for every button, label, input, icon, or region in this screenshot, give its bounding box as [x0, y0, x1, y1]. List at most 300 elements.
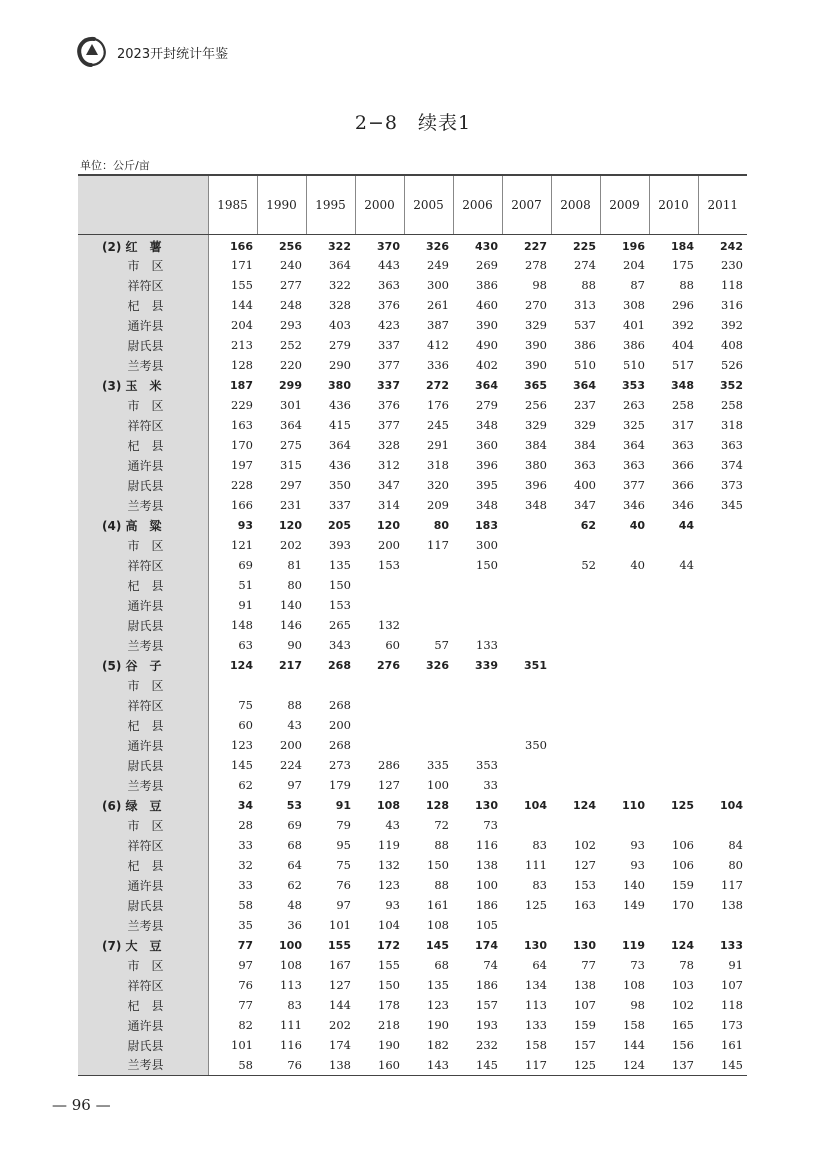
category-row — [78, 375, 747, 395]
yield-cell: 225 — [573, 240, 596, 253]
district-name: 尉氏县 — [78, 895, 208, 915]
yield-cell: 93 — [630, 838, 645, 852]
district-row — [78, 435, 747, 455]
yield-cell: 98 — [630, 998, 645, 1012]
yield-cell: 293 — [280, 318, 302, 332]
yield-cell: 123 — [378, 878, 400, 892]
yield-cell: 68 — [434, 958, 449, 972]
yield-cell — [453, 595, 502, 615]
yield-cell — [404, 715, 453, 735]
yield-cell — [698, 715, 747, 735]
yield-cell: 363 — [378, 278, 400, 292]
yield-cell: 58 — [238, 898, 253, 912]
yield-cell: 335 — [427, 758, 449, 772]
yield-cell — [698, 615, 747, 635]
district-name: 市 区 — [78, 815, 208, 835]
yield-cell: 43 — [385, 818, 400, 832]
yield-cell: 140 — [623, 878, 645, 892]
yield-cell — [404, 615, 453, 635]
yield-cell: 376 — [378, 398, 400, 412]
yield-cell: 328 — [329, 298, 351, 312]
yield-cell: 118 — [721, 998, 743, 1012]
yield-cell: 329 — [525, 418, 547, 432]
yield-cell — [698, 635, 747, 655]
crop-name: (7) 大 豆 — [78, 935, 208, 955]
yield-cell: 263 — [623, 398, 645, 412]
yield-cell: 301 — [280, 398, 302, 412]
district-row — [78, 475, 747, 495]
yield-cell: 364 — [573, 378, 596, 392]
yield-cell: 393 — [329, 538, 351, 552]
year-header: 1995 — [306, 175, 355, 235]
yield-cell: 343 — [329, 638, 351, 652]
district-name: 通许县 — [78, 875, 208, 895]
district-row — [78, 895, 747, 915]
year-header: 2006 — [453, 175, 502, 235]
year-header: 2000 — [355, 175, 404, 235]
yield-cell: 232 — [476, 1038, 498, 1052]
yield-cell: 200 — [280, 738, 302, 752]
yield-cell — [600, 615, 649, 635]
header-stub — [78, 175, 208, 235]
district-row — [78, 715, 747, 735]
yield-cell: 124 — [573, 798, 596, 812]
yield-cell: 350 — [329, 478, 351, 492]
yield-cell: 133 — [476, 638, 498, 652]
district-name: 祥符区 — [78, 975, 208, 995]
yield-cell: 44 — [679, 558, 694, 572]
yield-cell — [355, 595, 404, 615]
district-row — [78, 955, 747, 975]
yield-cell: 150 — [476, 558, 498, 572]
yield-cell: 347 — [378, 478, 400, 492]
yield-cell: 155 — [378, 958, 400, 972]
yield-cell: 380 — [525, 458, 547, 472]
district-name: 杞 县 — [78, 575, 208, 595]
yield-cell: 75 — [336, 858, 351, 872]
category-row — [78, 655, 747, 675]
district-name: 市 区 — [78, 955, 208, 975]
yield-cell — [600, 915, 649, 935]
yield-cell — [355, 575, 404, 595]
yield-cell: 64 — [532, 958, 547, 972]
yield-cell — [208, 675, 257, 695]
yield-cell: 392 — [721, 318, 743, 332]
yield-cell — [502, 915, 551, 935]
crop-name: (3) 玉 米 — [78, 375, 208, 395]
yield-cell: 275 — [280, 438, 302, 452]
yield-cell: 517 — [672, 358, 694, 372]
yield-cell: 376 — [378, 298, 400, 312]
yield-cell: 108 — [427, 918, 449, 932]
yield-cell — [502, 635, 551, 655]
yield-cell: 300 — [427, 278, 449, 292]
yield-cell: 190 — [378, 1038, 400, 1052]
yield-cell: 351 — [524, 658, 547, 672]
district-name: 通许县 — [78, 1015, 208, 1035]
yield-cell: 274 — [574, 258, 596, 272]
yield-cell: 178 — [378, 998, 400, 1012]
yield-cell: 101 — [231, 1038, 253, 1052]
yield-cell: 35 — [238, 918, 253, 932]
yield-cell — [306, 675, 355, 695]
yield-cell: 63 — [238, 638, 253, 652]
yield-cell: 44 — [678, 518, 694, 532]
yield-cell: 279 — [476, 398, 498, 412]
district-name: 市 区 — [78, 255, 208, 275]
yield-cell: 32 — [238, 858, 253, 872]
yield-cell — [600, 775, 649, 795]
yield-cell: 443 — [378, 258, 400, 272]
page-number: — 96 — — [52, 1096, 111, 1114]
yield-cell: 186 — [476, 978, 498, 992]
yield-cell: 403 — [329, 318, 351, 332]
crop-name: (5) 谷 子 — [78, 655, 208, 675]
yield-cell: 79 — [336, 818, 351, 832]
yield-cell: 229 — [231, 398, 253, 412]
yield-cell: 290 — [329, 358, 351, 372]
yield-cell — [649, 595, 698, 615]
yield-cell: 204 — [231, 318, 253, 332]
yield-cell: 366 — [672, 458, 694, 472]
yield-cell — [404, 575, 453, 595]
yield-cell: 209 — [427, 498, 449, 512]
year-header: 2009 — [600, 175, 649, 235]
yield-cell: 242 — [720, 240, 743, 253]
yield-cell: 88 — [287, 698, 302, 712]
yield-cell — [404, 735, 453, 755]
district-name: 兰考县 — [78, 355, 208, 375]
yield-cell — [698, 775, 747, 795]
yield-cell: 423 — [378, 318, 400, 332]
yield-cell — [698, 555, 747, 575]
yield-cell: 268 — [329, 698, 351, 712]
yield-cell: 348 — [671, 378, 694, 392]
yield-cell: 82 — [238, 1018, 253, 1032]
yield-cell — [355, 695, 404, 715]
yield-cell: 97 — [287, 778, 302, 792]
yield-cell — [502, 515, 551, 535]
yield-cell: 77 — [581, 958, 596, 972]
yield-cell: 95 — [336, 838, 351, 852]
yield-cell: 326 — [426, 658, 449, 672]
yield-cell: 269 — [476, 258, 498, 272]
yield-cell: 119 — [622, 938, 645, 952]
yield-cell: 490 — [476, 338, 498, 352]
yield-cell: 174 — [475, 938, 498, 952]
yield-cell: 436 — [329, 458, 351, 472]
yield-cell — [453, 715, 502, 735]
yield-cell: 107 — [721, 978, 743, 992]
kaifeng-statistics-logo-icon — [75, 35, 109, 69]
yield-cell: 88 — [679, 278, 694, 292]
yield-cell: 258 — [672, 398, 694, 412]
district-row — [78, 815, 747, 835]
yield-cell: 347 — [574, 498, 596, 512]
yield-cell: 252 — [280, 338, 302, 352]
yield-cell: 322 — [329, 278, 351, 292]
yield-cell — [649, 615, 698, 635]
yield-cell: 62 — [580, 518, 596, 532]
yield-cell: 348 — [476, 498, 498, 512]
yield-cell: 132 — [378, 618, 400, 632]
yield-cell: 103 — [672, 978, 694, 992]
yield-cell: 111 — [280, 1018, 302, 1032]
yield-cell: 102 — [672, 998, 694, 1012]
yield-cell — [453, 675, 502, 695]
district-row — [78, 1035, 747, 1055]
yield-cell: 150 — [427, 858, 449, 872]
yield-cell — [698, 815, 747, 835]
yield-cell: 158 — [525, 1038, 547, 1052]
yield-cell: 125 — [525, 898, 547, 912]
yield-cell: 200 — [329, 718, 351, 732]
yield-cell: 161 — [721, 1038, 743, 1052]
yield-cell: 217 — [279, 658, 302, 672]
yield-cell: 135 — [329, 558, 351, 572]
district-name: 兰考县 — [78, 635, 208, 655]
yield-cell: 87 — [630, 278, 645, 292]
yield-cell: 386 — [623, 338, 645, 352]
yield-cell — [649, 915, 698, 935]
yield-cell: 240 — [280, 258, 302, 272]
yield-cell: 308 — [623, 298, 645, 312]
yield-cell: 166 — [231, 498, 253, 512]
yield-cell: 396 — [476, 458, 498, 472]
yield-cell — [649, 535, 698, 555]
yield-cell: 108 — [623, 978, 645, 992]
yield-cell: 256 — [279, 240, 302, 253]
yield-cell: 100 — [279, 938, 302, 952]
yield-cell: 322 — [328, 240, 351, 253]
yield-cell: 40 — [629, 518, 645, 532]
yield-cell: 360 — [476, 438, 498, 452]
yield-cell: 157 — [574, 1038, 596, 1052]
yield-cell: 133 — [720, 938, 743, 952]
table-title: 2−8 续表1 — [354, 112, 472, 134]
yield-cell: 363 — [623, 458, 645, 472]
yield-cell — [551, 915, 600, 935]
yield-cell — [649, 675, 698, 695]
yield-cell: 123 — [427, 998, 449, 1012]
yield-cell — [600, 655, 649, 675]
yield-cell: 130 — [475, 798, 498, 812]
yield-cell: 74 — [483, 958, 498, 972]
yield-cell: 174 — [329, 1038, 351, 1052]
district-name: 尉氏县 — [78, 615, 208, 635]
yield-cell: 510 — [574, 358, 596, 372]
yield-cell: 76 — [238, 978, 253, 992]
district-name: 杞 县 — [78, 295, 208, 315]
yield-cell: 144 — [329, 998, 351, 1012]
yield-cell: 69 — [238, 558, 253, 572]
yield-cell: 353 — [622, 378, 645, 392]
district-name: 尉氏县 — [78, 335, 208, 355]
district-name: 杞 县 — [78, 715, 208, 735]
yield-cell: 125 — [671, 798, 694, 812]
yield-cell: 228 — [231, 478, 253, 492]
district-row — [78, 495, 747, 515]
yield-cell — [404, 595, 453, 615]
yield-cell: 77 — [237, 938, 253, 952]
district-row — [78, 835, 747, 855]
yield-cell: 366 — [672, 478, 694, 492]
yield-cell: 34 — [237, 798, 253, 812]
yield-cell: 140 — [280, 598, 302, 612]
yield-cell: 143 — [404, 1055, 453, 1075]
yield-cell — [453, 735, 502, 755]
yield-cell: 116 — [280, 1038, 302, 1052]
table-header — [78, 175, 747, 235]
yield-cell: 395 — [476, 478, 498, 492]
yield-cell: 102 — [574, 838, 596, 852]
yield-cell: 256 — [525, 398, 547, 412]
district-row — [78, 775, 747, 795]
yield-cell — [502, 695, 551, 715]
yield-cell: 156 — [672, 1038, 694, 1052]
yield-cell — [502, 815, 551, 835]
yield-cell: 138 — [476, 858, 498, 872]
yield-cell: 261 — [427, 298, 449, 312]
district-row — [78, 635, 747, 655]
yield-cell: 179 — [329, 778, 351, 792]
yield-cell: 326 — [426, 240, 449, 253]
yield-cell — [698, 735, 747, 755]
yield-cell — [502, 595, 551, 615]
yield-cell — [698, 915, 747, 935]
crop-name: (2) 红 薯 — [78, 235, 208, 256]
yield-cell: 537 — [574, 318, 596, 332]
yield-cell: 110 — [622, 798, 645, 812]
yield-cell: 84 — [728, 838, 743, 852]
yield-cell: 186 — [476, 898, 498, 912]
yield-cell: 390 — [525, 338, 547, 352]
yield-cell: 73 — [483, 818, 498, 832]
yield-cell: 73 — [630, 958, 645, 972]
yield-cell: 268 — [329, 738, 351, 752]
yield-cell — [502, 775, 551, 795]
crop-name: (6) 绿 豆 — [78, 795, 208, 815]
yield-cell: 106 — [672, 858, 694, 872]
district-name: 祥符区 — [78, 695, 208, 715]
district-name: 祥符区 — [78, 555, 208, 575]
yield-cell: 286 — [378, 758, 400, 772]
yield-cell — [502, 755, 551, 775]
yield-cell: 153 — [378, 558, 400, 572]
yield-cell: 161 — [427, 898, 449, 912]
yield-cell: 119 — [378, 838, 400, 852]
yield-cell: 83 — [287, 998, 302, 1012]
yield-cell: 415 — [329, 418, 351, 432]
yield-cell: 113 — [525, 998, 547, 1012]
yield-cell: 390 — [476, 318, 498, 332]
yield-table — [78, 174, 747, 1076]
yield-cell: 150 — [378, 978, 400, 992]
yield-cell: 460 — [476, 298, 498, 312]
yield-cell — [649, 575, 698, 595]
yield-cell: 318 — [427, 458, 449, 472]
yield-cell: 329 — [525, 318, 547, 332]
yield-cell: 245 — [427, 418, 449, 432]
yield-cell: 113 — [280, 978, 302, 992]
district-name: 祥符区 — [78, 835, 208, 855]
yield-cell — [649, 695, 698, 715]
yield-cell: 69 — [287, 818, 302, 832]
district-name: 杞 县 — [78, 995, 208, 1015]
yield-cell — [453, 575, 502, 595]
category-row — [78, 235, 747, 256]
yield-cell: 436 — [329, 398, 351, 412]
yield-cell: 526 — [721, 358, 743, 372]
yield-cell: 160 — [355, 1055, 404, 1075]
yield-cell: 76 — [336, 878, 351, 892]
yield-cell: 258 — [721, 398, 743, 412]
yield-cell: 187 — [230, 378, 253, 392]
yield-cell — [600, 635, 649, 655]
yield-cell: 111 — [525, 858, 547, 872]
yield-cell: 133 — [525, 1018, 547, 1032]
yield-cell: 81 — [287, 558, 302, 572]
yield-cell: 377 — [623, 478, 645, 492]
unit-label: 单位：公斤/亩 — [80, 159, 150, 172]
yield-cell — [600, 815, 649, 835]
yield-cell — [649, 775, 698, 795]
yield-cell — [551, 715, 600, 735]
yield-cell: 43 — [287, 718, 302, 732]
yield-cell — [649, 815, 698, 835]
district-name: 尉氏县 — [78, 1035, 208, 1055]
yield-cell: 237 — [574, 398, 596, 412]
yield-cell: 97 — [238, 958, 253, 972]
district-row — [78, 755, 747, 775]
district-name: 兰考县 — [78, 1055, 208, 1075]
yield-cell: 412 — [427, 338, 449, 352]
yield-cell: 123 — [231, 738, 253, 752]
yield-cell: 91 — [728, 958, 743, 972]
yield-cell: 352 — [720, 378, 743, 392]
yield-cell — [355, 675, 404, 695]
yield-cell: 374 — [721, 458, 743, 472]
yield-cell: 230 — [721, 258, 743, 272]
district-name: 通许县 — [78, 315, 208, 335]
yield-cell: 107 — [574, 998, 596, 1012]
yield-cell: 155 — [231, 278, 253, 292]
yield-cell: 387 — [427, 318, 449, 332]
yield-cell: 390 — [525, 358, 547, 372]
yield-cell — [502, 555, 551, 575]
district-name: 杞 县 — [78, 855, 208, 875]
yield-cell: 363 — [721, 438, 743, 452]
yield-cell: 53 — [286, 798, 302, 812]
yield-cell: 200 — [378, 538, 400, 552]
district-name: 兰考县 — [78, 915, 208, 935]
yield-cell: 364 — [329, 438, 351, 452]
yield-cell: 146 — [280, 618, 302, 632]
yield-cell: 108 — [280, 958, 302, 972]
district-name: 尉氏县 — [78, 755, 208, 775]
yield-cell: 148 — [231, 618, 253, 632]
yield-cell: 276 — [377, 658, 400, 672]
yield-cell: 121 — [231, 538, 253, 552]
yield-cell: 62 — [238, 778, 253, 792]
yield-cell: 159 — [574, 1018, 596, 1032]
yield-cell — [404, 555, 453, 575]
yield-cell: 363 — [672, 438, 694, 452]
yield-cell: 165 — [672, 1018, 694, 1032]
yield-cell: 33 — [238, 838, 253, 852]
yield-cell: 75 — [238, 698, 253, 712]
yield-cell: 163 — [231, 418, 253, 432]
